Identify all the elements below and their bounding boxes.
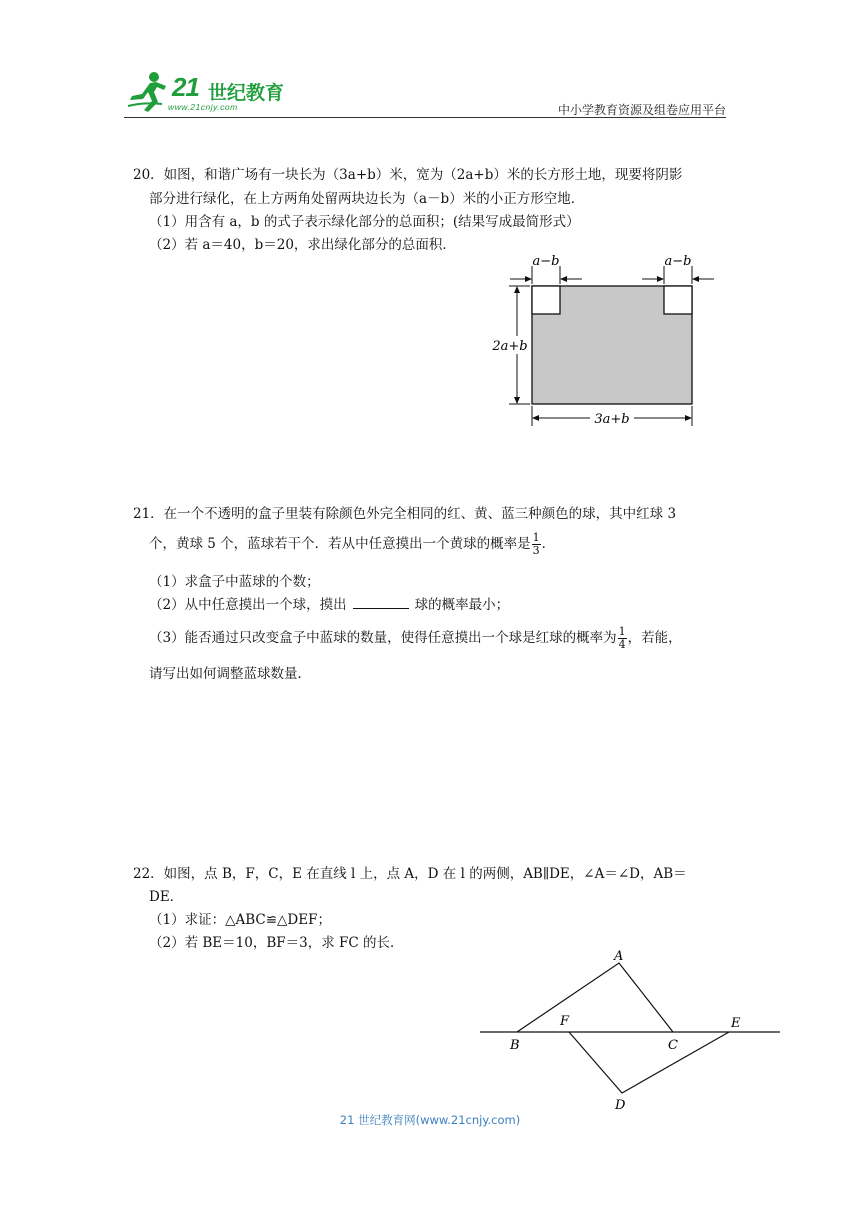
q21-sub1: （1）求盒子中蓝球的个数； [149, 574, 320, 590]
label-top-right: a−b [664, 254, 692, 269]
label-left: 2a+b [492, 339, 528, 354]
q21-line2-end: ． [541, 536, 556, 552]
footer-link[interactable]: 21 世纪教育网(www.21cnjy.com) [339, 1113, 521, 1127]
answer-blank[interactable] [353, 596, 409, 609]
frac-numerator: 1 [532, 531, 540, 544]
point-D: D [615, 1098, 626, 1113]
q21-line1: 21．在一个不透明的盒子里装有除颜色外完全相同的红、黄、蓝三种颜色的球，其中红球 3 [133, 506, 677, 522]
q21-sub2-end: 球的概率最小； [414, 597, 510, 613]
triangle-def [569, 1032, 729, 1093]
frac-denominator: 4 [618, 638, 626, 651]
q21-line2 [149, 532, 555, 557]
frac-numerator: 1 [618, 625, 626, 638]
top-left-square [532, 286, 560, 314]
logo-url: www.21cnjy.com [168, 102, 238, 112]
q22-figure [480, 945, 780, 1115]
q21-sub2-text: （2）从中任意摸出一个球，摸出 [149, 597, 347, 613]
point-C: C [668, 1038, 678, 1053]
logo [124, 70, 294, 116]
triangle-abc [517, 963, 673, 1032]
header-divider [124, 117, 726, 118]
q21-line2-text: 个，黄球 5 个，蓝球若干个．若从中任意摸出一个黄球的概率是 [149, 536, 531, 552]
q20-figure [485, 248, 725, 428]
fraction-one-third [532, 532, 541, 557]
q20-line2: 部分进行绿化，在上方两角处留两块边长为（a－b）米的小正方形空地． [149, 191, 585, 207]
point-E: E [731, 1016, 741, 1031]
label-bottom: 3a+b [594, 412, 630, 427]
fraction-one-quarter [618, 626, 627, 651]
q22-line1: 22．如图，点 B，F，C，E 在直线 l 上，点 A，D 在 l 的两侧，AB∥DE，∠A＝∠D，AB＝ [133, 866, 687, 882]
top-right-square [664, 286, 692, 314]
header-tagline: 中小学教育资源及组卷应用平台 [557, 103, 726, 117]
q22-sub1: （1）求证：△ABC≌△DEF； [149, 912, 331, 928]
q22-sub2: （2）若 BE＝10，BF＝3，求 FC 的长． [149, 935, 404, 951]
runner-icon [124, 70, 168, 116]
q20-line1: 20．如图，和谐广场有一块长为（3a+b）米，宽为（2a+b）米的长方形土地，现要将阴影 [133, 167, 683, 183]
logo-text: 世纪教育 [208, 82, 285, 104]
q20-sub1: （1）用含有 a，b 的式子表示绿化部分的总面积；(结果写成最简形式） [149, 214, 580, 230]
frac-denominator: 3 [532, 544, 540, 557]
point-B: B [510, 1038, 520, 1053]
logo-number: 21 [172, 72, 199, 102]
q21-sub3-line2: 请写出如何调整蓝球数量． [149, 666, 311, 682]
q21-sub2 [149, 593, 509, 613]
q21-sub3 [149, 626, 682, 651]
point-F: F [560, 1014, 570, 1029]
point-A: A [614, 949, 624, 964]
q21-sub3-text: （3）能否通过只改变盒子中蓝球的数量，使得任意摸出一个球是红球的概率为 [149, 630, 617, 646]
q21-sub3-end: ，若能， [627, 630, 682, 646]
q20-sub2: （2）若 a＝40，b＝20，求出绿化部分的总面积． [149, 237, 456, 253]
label-top-left: a−b [532, 254, 560, 269]
q22-line2: DE． [149, 889, 184, 905]
